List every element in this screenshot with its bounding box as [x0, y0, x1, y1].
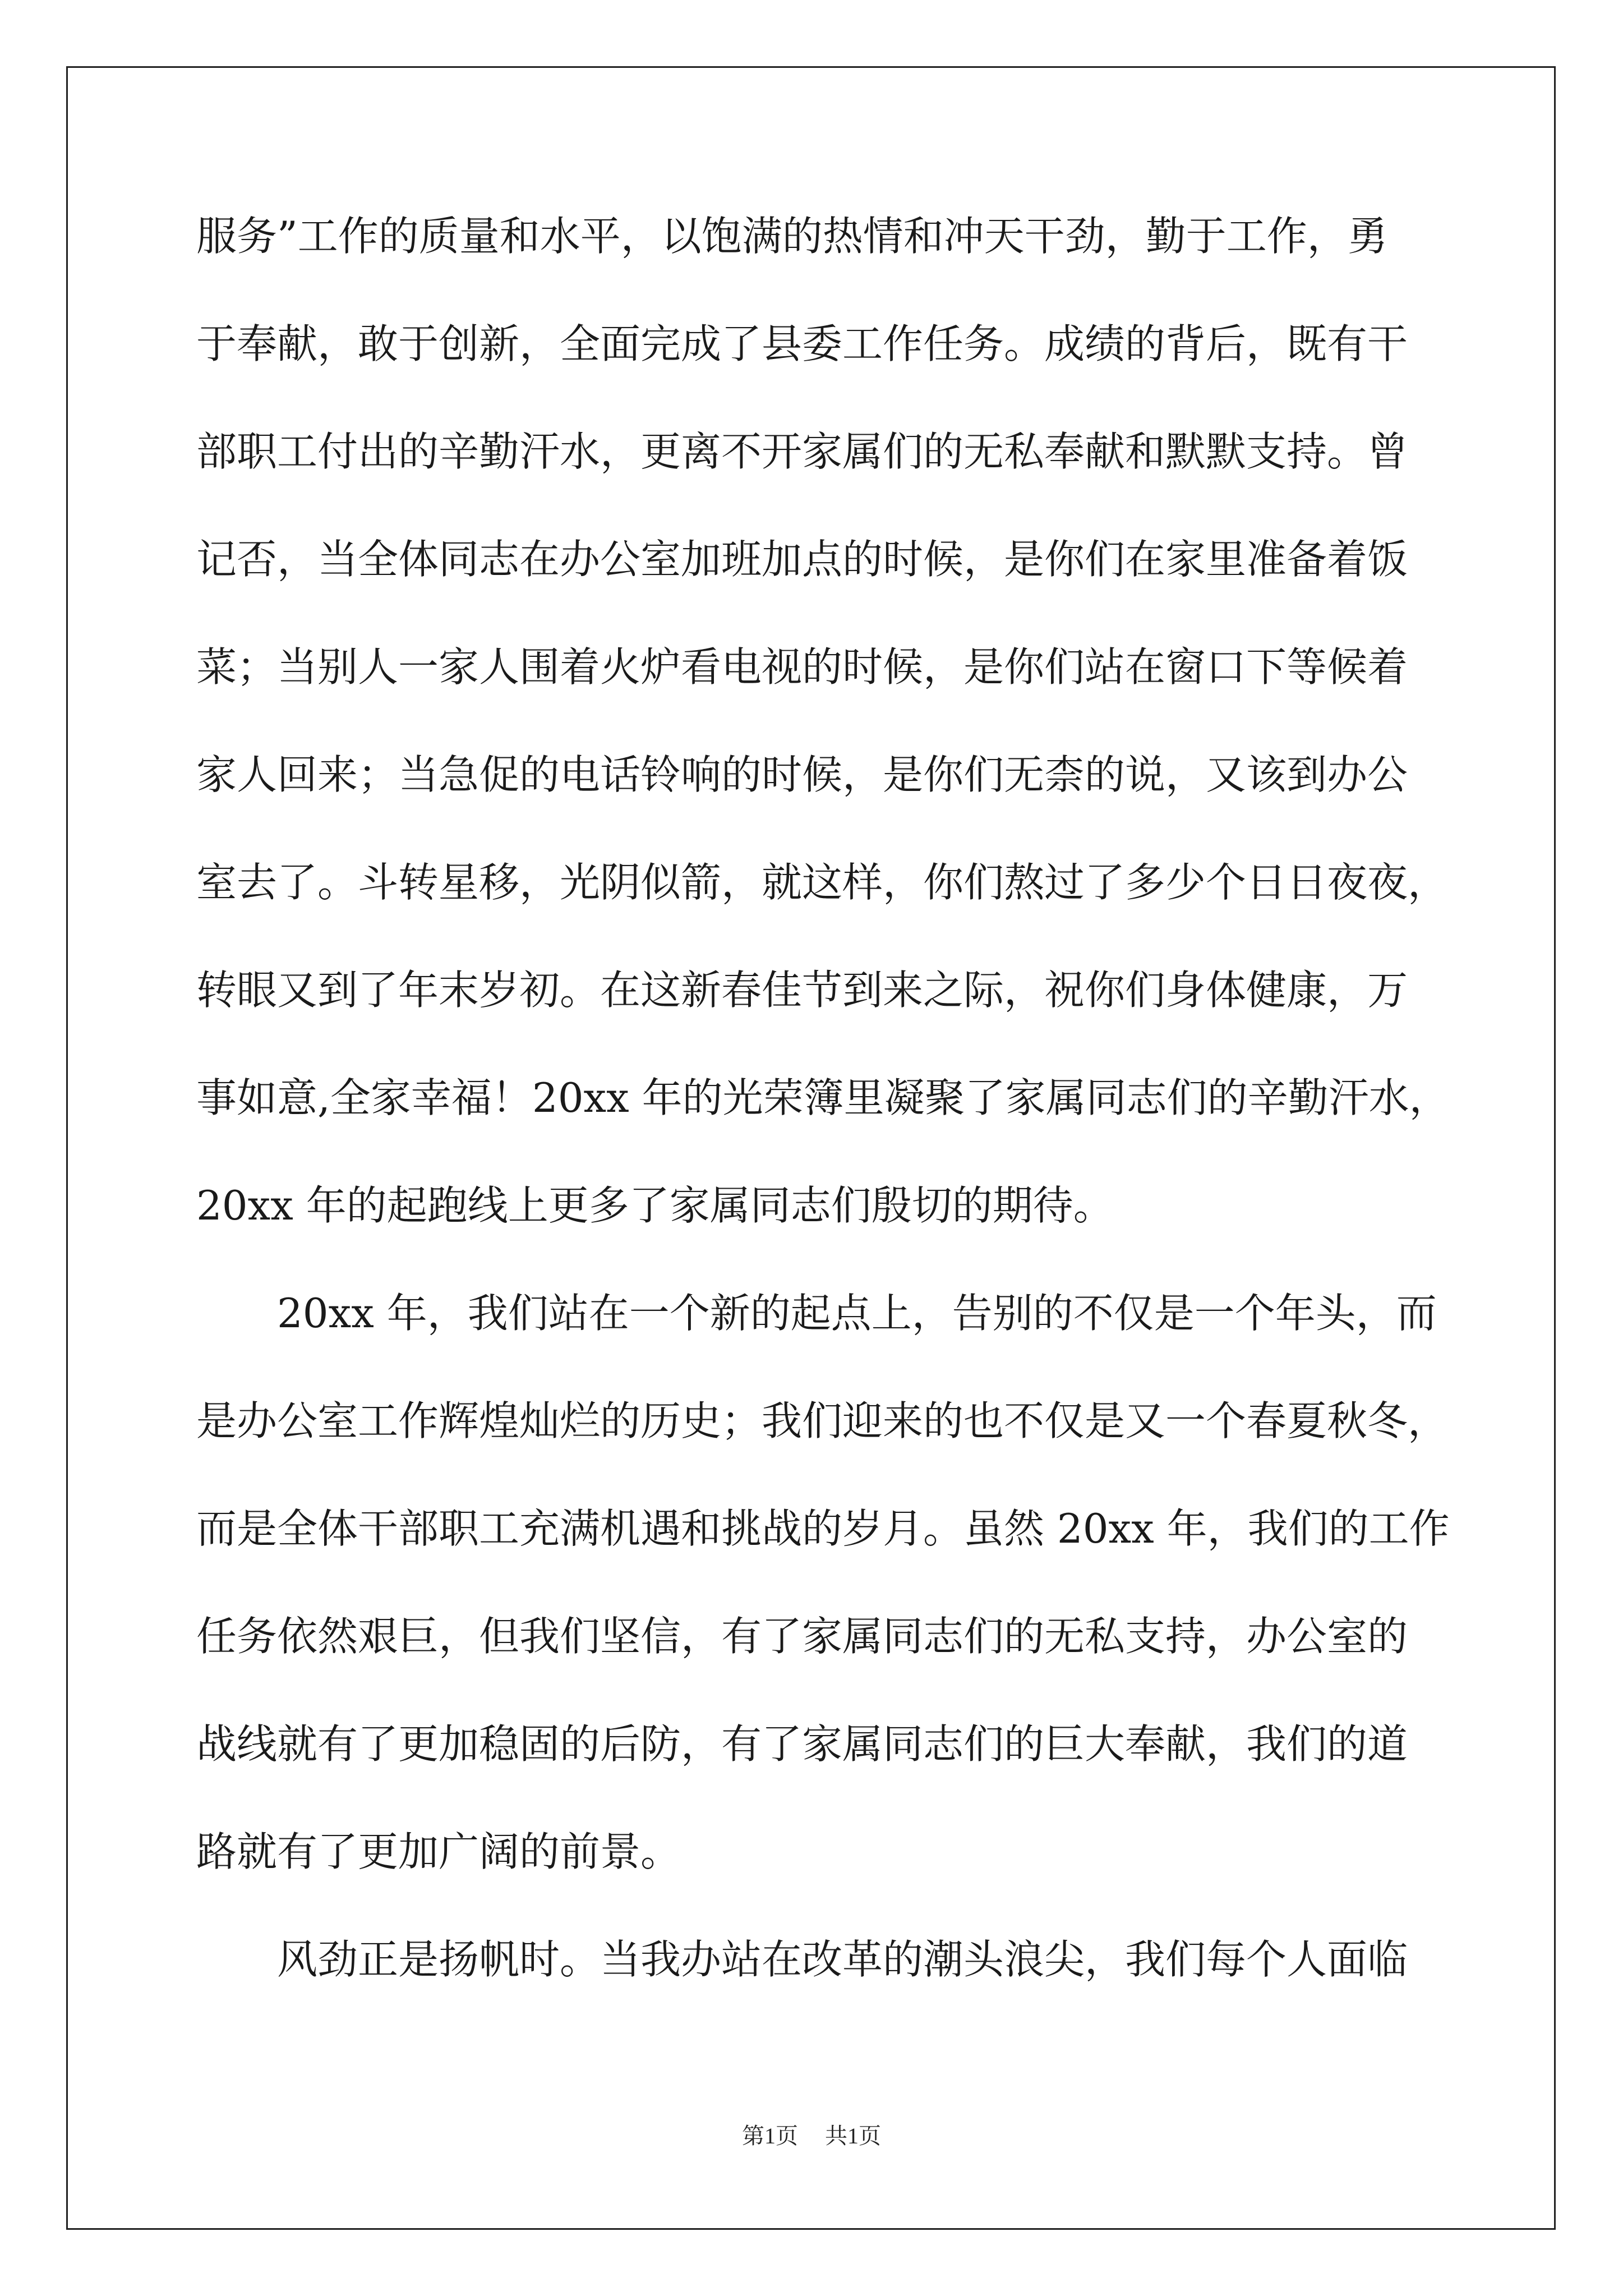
document-line: 记否，当全体同志在办公室加班加点的时候，是你们在家里准备着饭	[196, 536, 1408, 583]
document-line: 任务依然艰巨，但我们坚信，有了家属同志们的无私支持，办公室的	[196, 1613, 1408, 1660]
document-line: 是办公室工作辉煌灿烂的历史；我们迎来的也不仅是又一个春夏秋冬，	[196, 1397, 1449, 1444]
document-line: 20xx 年的起跑线上更多了家属同志们殷切的期待。	[196, 1182, 1114, 1229]
page-footer	[0, 2125, 1623, 2147]
page-total: 共1页	[825, 2123, 881, 2148]
document-line: 部职工付出的辛勤汗水，更离不开家属们的无私奉献和默默支持。曾	[196, 428, 1408, 475]
paragraph-first-line: 20xx 年，我们站在一个新的起点上，告别的不仅是一个年头，而	[277, 1290, 1437, 1337]
document-line: 家人回来；当急促的电话铃响的时候，是你们无柰的说，又该到办公	[196, 751, 1408, 798]
document-line: 室去了。斗转星移，光阴似箭，就这样，你们熬过了多少个日日夜夜，	[196, 859, 1449, 906]
document-line: 转眼又到了年末岁初。在这新春佳节到来之际，祝你们身体健康，万	[196, 967, 1408, 1014]
page-border	[66, 66, 1556, 2230]
document-line: 菜；当别人一家人围着火炉看电视的时候，是你们站在窗口下等候着	[196, 643, 1408, 691]
document-line: 服务”工作的质量和水平，以饱满的热情和冲天干劲，勤于工作，勇	[196, 213, 1388, 260]
document-line: 战线就有了更加稳固的后防，有了家属同志们的巨大奉献，我们的道	[196, 1720, 1408, 1768]
page-number: 第1页	[742, 2123, 798, 2148]
document-line: 于奉献，敢于创新，全面完成了县委工作任务。成绩的背后，既有干	[196, 320, 1408, 367]
document-line: 事如意,全家幸福！20xx 年的光荣簿里凝聚了家属同志们的辛勤汗水，	[196, 1074, 1450, 1121]
document-line: 而是全体干部职工充满机遇和挑战的岁月。虽然 20xx 年，我们的工作	[196, 1505, 1450, 1552]
paragraph-first-line: 风劲正是扬帆时。当我办站在改革的潮头浪尖，我们每个人面临	[277, 1936, 1408, 1983]
document-line: 路就有了更加广阔的前景。	[196, 1828, 681, 1875]
